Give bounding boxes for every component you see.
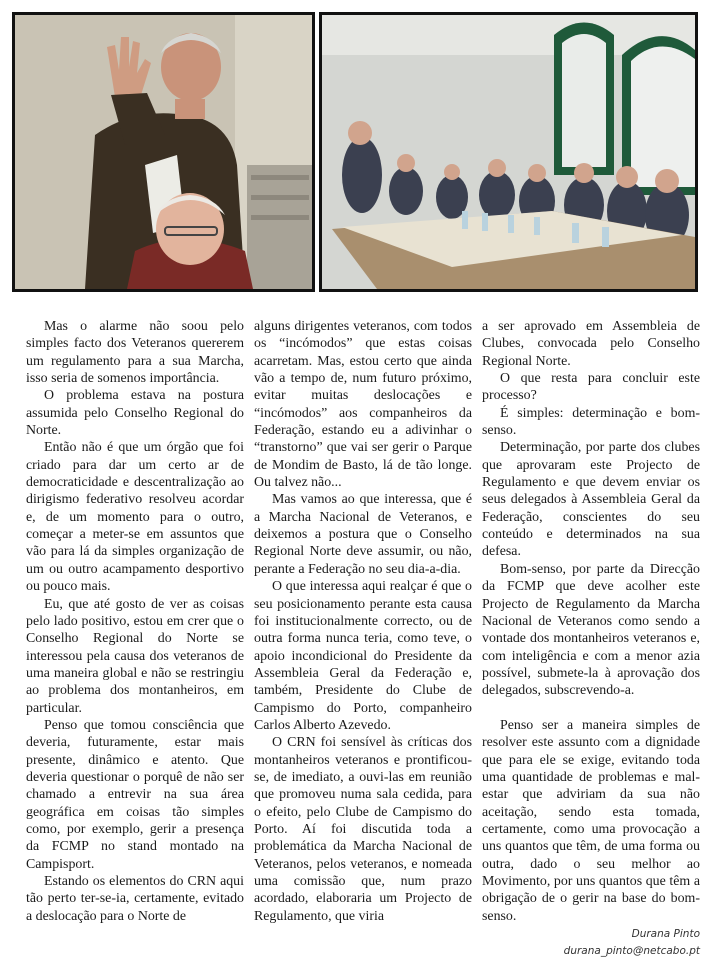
paragraph: Determinação, por parte dos clubes que aprovaram este Projecto de Regulamento e que devem enviar os seus delegados à Assembleia Geral da Federação, conscientes do seu conteúdo e determinados na sua defesa.: [482, 440, 700, 560]
paragraph: Mas o alarme não soou pelo simples facto dos Veteranos quererem um regulamento para a sua Marcha, isso seria de somenos importância.: [26, 319, 244, 387]
author-email: durana_pinto@netcabo.pt: [563, 945, 700, 958]
author-name: Durana Pinto: [631, 928, 700, 941]
author-signature: [482, 926, 700, 960]
article-body: [26, 318, 702, 958]
paragraph-spacer: [482, 700, 700, 717]
paragraph: Então não é que um órgão que foi criado para dar um certo ar de democraticidade e descentralização ao dirigismo federativo resolveu acordar e, de um momento para o outro, começar a meter-se em assuntos que vão para lá da simples organização de um ou outro acampamento desportivo ou pouco mais.: [26, 440, 244, 595]
article-column-2: [254, 318, 472, 946]
paragraph-continued: alguns dirigentes veteranos, com todos os “incómodos” que estas coisas acarretam. Mas, estou certo que ainda vão a tempo de, num futuro próximo, evitar muitas deslocações e “incómodos” aos companheiros da Federação, estando eu a adivinhar o “transtorno” que vai ser gerir o Parque de Mondim de Basto, lá de tão longe. Ou talvez não...: [254, 319, 472, 491]
photo-meeting: [319, 12, 698, 292]
article-column-3: [482, 318, 700, 958]
paragraph: Estando os elementos do CRN aqui tão perto ter-se-ia, certamente, evitado a deslocação para o Norte de: [26, 874, 244, 924]
speaker-photo-image: [15, 15, 312, 289]
article-column-1: [26, 318, 244, 946]
paragraph: Bom-senso, por parte da Direcção da FCMP que deve acolher este Projecto de Regulamento da Marcha Nacional de Veteranos como sendo a vontade dos montanheiros veteranos e, com inteligência e com a menor azia possível, submete-la à aprovação dos delegados, subscrevendo-a.: [482, 561, 700, 699]
paragraph-continued: a ser aprovado em Assembleia de Clubes, convocada pelo Conselho Regional Norte.: [482, 319, 700, 369]
paragraph: O problema estava na postura assumida pelo Conselho Regional do Norte.: [26, 388, 244, 439]
paragraph: Mas vamos ao que interessa, que é a Marcha Nacional de Veteranos, e deixemos a postura que o Conselho Regional Norte deve assumir, ou não, perante a Federação no seu dia-a-dia.: [254, 492, 472, 577]
paragraph: O CRN foi sensível às críticas dos montanheiros veteranos e prontificou-se, de imediato, a ouvi-las em reunião que promoveu numa sala cedida, para o efeito, pelo Clube de Campismo do Porto. Aí foi discutida toda a problemática da Marcha Nacional de Veteranos, pelos veteranos, e nomeada uma comissão que, num prazo acordado, elaboraria um Projecto de Regulamento, que viria: [254, 735, 472, 924]
paragraph: O que interessa aqui realçar é que o seu posicionamento perante esta causa foi institucionalmente correcto, ou de outra forma nunca teria, como teve, o apoio incondicional do Presidente da Assembleia Geral da Federação e, também, Presidente do Clube de Campismo do Porto, companheiro Carlos Alberto Azevedo.: [254, 579, 472, 733]
meeting-photo-image: [322, 15, 695, 289]
paragraph: Penso ser a maneira simples de resolver este assunto com a dignidade que para ele se exige, evitando toda uma quantidade de problemas e mal-estar que adviriam da sua não aceitação, sendo esta tomada, certamente, como uma provocação a uns quantos que têm, de uma forma ou outra, dado o seu melhor ao Movimento, por uns quantos que têm a obrigação de o gerir na base do bom-senso.: [482, 717, 700, 924]
photo-speaker: [12, 12, 315, 292]
paragraph: Penso que tomou consciência que deveria, futuramente, estar mais presente, dinâmico e atento. Que deveria questionar o porquê de não ser chamado a entrevir na sua área geográfica em coisas tão simples como, por exemplo, gerir a presença da FCMP no stand montado na Campisport.: [26, 717, 244, 872]
paragraph: O que resta para concluir este processo?: [482, 371, 700, 404]
paragraph: Eu, que até gosto de ver as coisas pelo lado positivo, estou em crer que o Conselho Regional do Norte se interessou pela causa dos veteranos de uma maneira global e não se restringiu ao problema dos montanheiros, em particular.: [26, 596, 244, 716]
paragraph: É simples: determinação e bom-senso.: [482, 405, 700, 439]
